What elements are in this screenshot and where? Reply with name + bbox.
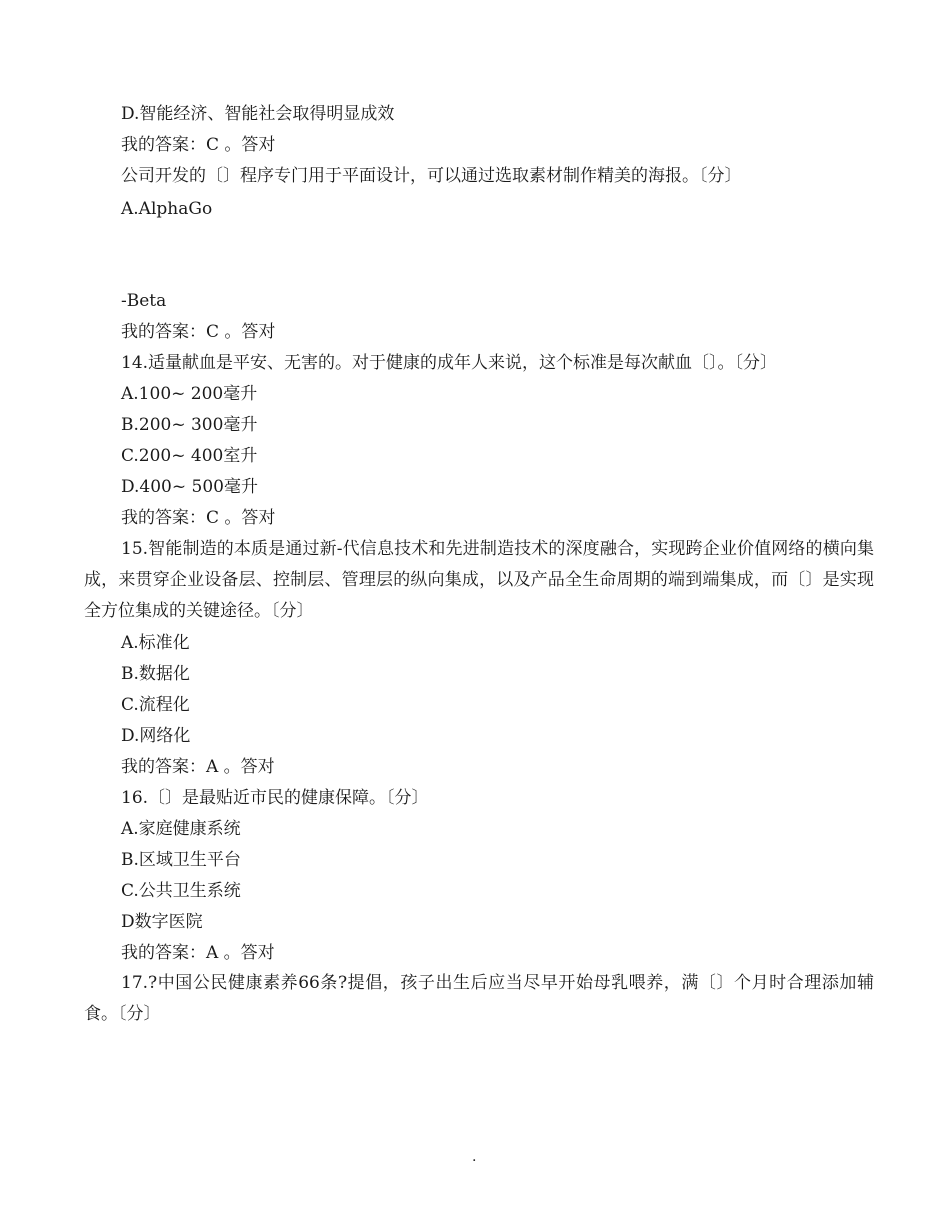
q13-option-a: A.AlphaGo [121, 199, 213, 219]
q14-option-d: D.400~ 500毫升 [121, 477, 258, 497]
q15-option-b: B.数据化 [121, 664, 190, 684]
q17-question: 17.?中国公民健康素养66条?提倡，孩子出生后应当尽早开始母乳喂养，满〔〕个月时合理添加辅食。〔分〕 [84, 973, 874, 1024]
q15-option-c: C.流程化 [121, 695, 190, 715]
q14-option-c: C.200~ 400室升 [121, 446, 258, 466]
q16-option-a: A.家庭健康系统 [121, 819, 241, 839]
prev-answer: 我的答案：C 。答对 [121, 135, 276, 155]
q13-question: 公司开发的〔〕程序专门用于平面设计，可以通过选取素材制作精美的海报。〔分〕 [121, 166, 742, 186]
q13-answer: 我的答案：C 。答对 [121, 322, 276, 342]
q15-question: 15.智能制造的本质是通过新-代信息技术和先进制造技术的深度融合，实现跨企业价值网络的横向集成，来贯穿企业设备层、控制层、管理层的纵向集成，以及产品全生命周期的端到端集成，而〔〕是实现全方位集成的关键途径。〔分〕 [84, 539, 874, 621]
q14-answer: 我的答案：C 。答对 [121, 508, 276, 528]
q15-answer: 我的答案：A 。答对 [121, 757, 275, 777]
q13-option-partial: -Beta [121, 291, 167, 311]
footer-mark: . [472, 1149, 477, 1165]
q16-option-c: C.公共卫生系统 [121, 881, 241, 901]
prev-option-d: D.智能经济、智能社会取得明显成效 [121, 104, 395, 124]
q16-option-d: D数字医院 [121, 912, 203, 932]
q15-option-d: D.网络化 [121, 726, 191, 746]
q14-option-b: B.200~ 300毫升 [121, 415, 258, 435]
q16-option-b: B.区域卫生平台 [121, 850, 241, 870]
q14-option-a: A.100~ 200毫升 [121, 384, 258, 404]
q16-question: 16.〔〕是最贴近市民的健康保障。〔分〕 [121, 788, 429, 808]
q15-option-a: A.标准化 [121, 633, 190, 653]
q14-question: 14.适量献血是平安、无害的。对于健康的成年人来说，这个标准是每次献血〔〕。〔分〕 [121, 353, 778, 373]
q16-answer: 我的答案：A 。答对 [121, 943, 275, 963]
